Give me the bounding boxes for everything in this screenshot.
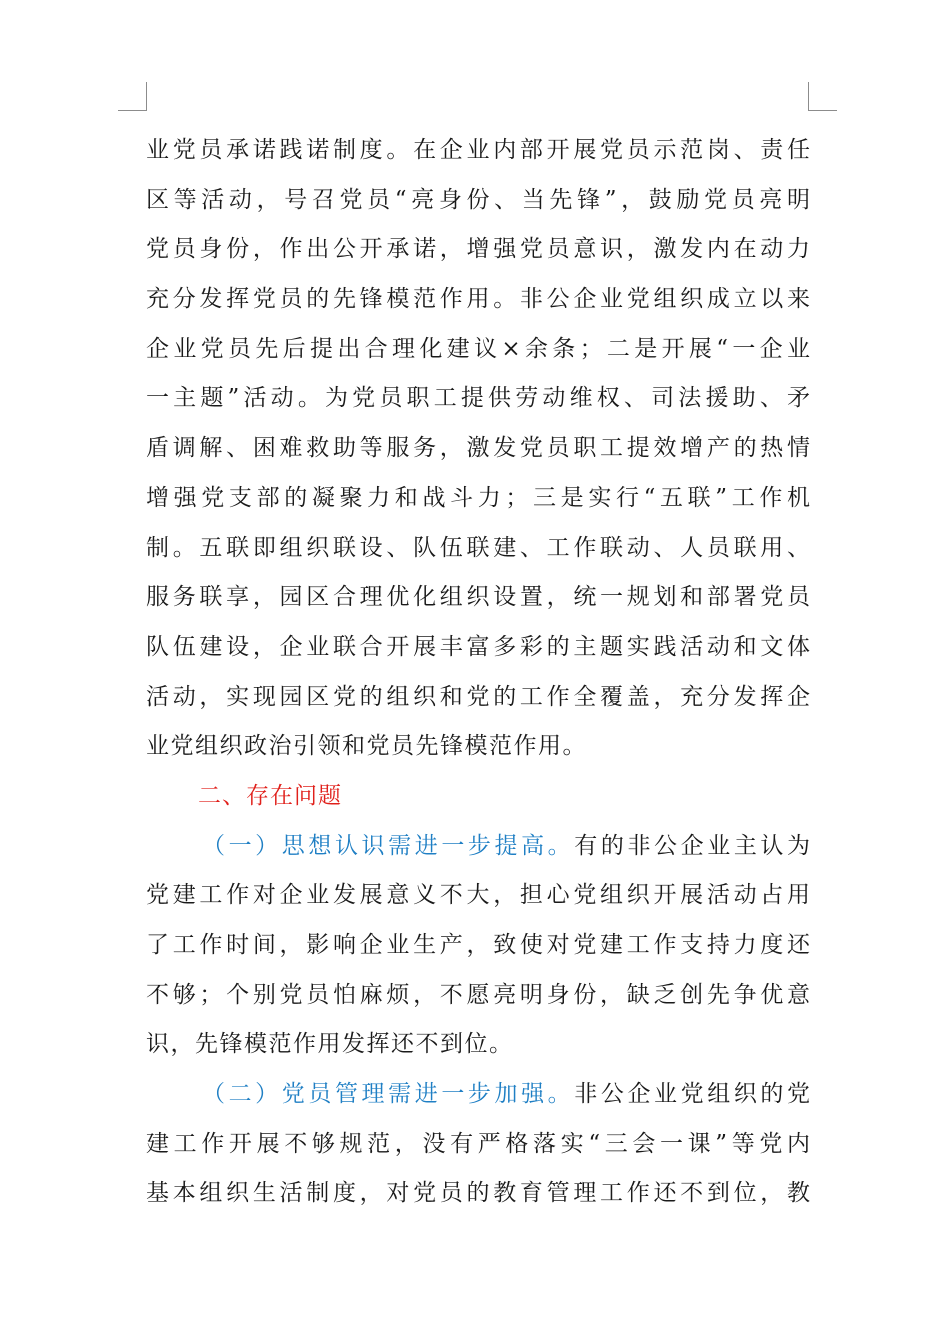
text-line: 基本组织生活制度，对党员的教育管理工作还不到位，教 [146, 1180, 810, 1207]
text-line: 建工作开展不够规范，没有严格落实“三会一课”等党内 [146, 1130, 810, 1157]
paragraph-sub2 [146, 1070, 810, 1219]
text-line: 充分发挥党员的先锋模范作用。非公企业党组织成立以来 [146, 286, 810, 313]
text-line: 不够；个别党员怕麻烦，不愿亮明身份，缺乏创先争优意 [146, 981, 810, 1008]
paragraph-1 [146, 126, 810, 772]
text-line: 增强党支部的凝聚力和战斗力；三是实行“五联”工作机 [146, 484, 810, 511]
text-span: 有的非公企业主认为 [574, 832, 811, 859]
text-line: 盾调解、困难救助等服务，激发党员职工提效增产的热情 [146, 435, 810, 462]
text-line: 企业党员先后提出合理化建议×余条；二是开展“一企业 [146, 335, 810, 362]
section-heading: 二、存在问题 [198, 782, 342, 809]
subsection-title-1: （一）思想认识需进一步提高。 [202, 832, 575, 859]
text-line [146, 1070, 810, 1120]
subsection-title-2: （二）党员管理需进一步加强。 [202, 1081, 575, 1108]
paragraph-sub1 [146, 822, 810, 1070]
text-line: 了工作时间，影响企业生产，致使对党建工作支持力度还 [146, 932, 810, 958]
text-line: 党建工作对企业发展意义不大，担心党组织开展活动占用 [146, 882, 810, 909]
text-line: 识，先锋模范作用发挥还不到位。 [146, 1031, 514, 1058]
text-line: 区等活动，号召党员“亮身份、当先锋”，鼓励党员亮明 [146, 186, 810, 213]
text-line: 活动，实现园区党的组织和党的工作全覆盖，充分发挥企 [146, 683, 810, 710]
text-span: 非公企业党组织的党 [574, 1081, 811, 1108]
text-line: 党员身份，作出公开承诺，增强党员意识，激发内在动力 [146, 236, 810, 263]
text-line: 业党员承诺践诺制度。在企业内部开展党员示范岗、责任 [146, 137, 810, 163]
text-line: 队伍建设，企业联合开展丰富多彩的主题实践活动和文体 [146, 633, 810, 660]
text-line: 业党组织政治引领和党员先锋模范作用。 [146, 733, 587, 760]
crop-mark-top-left [118, 82, 147, 111]
text-line: 服务联享，园区合理优化组织设置，统一规划和部署党员 [146, 584, 810, 611]
text-line: 制。五联即组织联设、队伍联建、工作联动、人员联用、 [146, 534, 810, 561]
text-line [146, 822, 810, 872]
text-line: 一主题”活动。为党员职工提供劳动维权、司法援助、矛 [146, 385, 810, 412]
crop-mark-top-right [808, 82, 837, 111]
document-body [146, 126, 810, 1219]
